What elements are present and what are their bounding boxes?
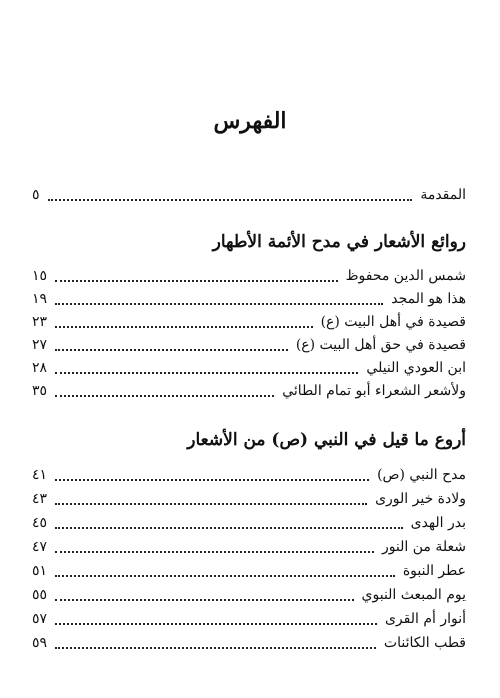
toc-entry	[32, 311, 466, 333]
dot-leader	[55, 302, 383, 305]
entry-label: بدر الهدى	[410, 515, 466, 531]
entry-page-number: ٥٧	[32, 611, 48, 627]
entry-label: يوم المبعث النبوي	[361, 587, 466, 603]
toc-entry	[32, 488, 466, 510]
page-title: الفهرس	[213, 108, 287, 134]
dot-leader	[55, 394, 274, 397]
entry-page-number: ٤٣	[32, 491, 48, 507]
entry-page-number: ٥٩	[32, 635, 48, 651]
toc-entry	[32, 334, 466, 356]
entry-label: شمس الدين محفوظ	[345, 268, 466, 284]
toc-entry	[32, 357, 466, 379]
dot-leader	[55, 478, 369, 481]
dot-leader	[55, 325, 313, 328]
entry-page-number: ٤٥	[32, 515, 48, 531]
dot-leader	[55, 279, 338, 282]
entry-label: ابن العودي النيلي	[366, 360, 466, 376]
dot-leader	[55, 526, 403, 529]
toc-entry	[32, 560, 466, 582]
entry-page-number: ٤١	[32, 467, 48, 483]
dot-leader	[55, 348, 288, 351]
toc-entry	[32, 584, 466, 606]
entry-label: عطر النبوة	[402, 563, 466, 579]
dot-leader	[55, 646, 376, 649]
entry-label: مدح النبي (ص)	[377, 467, 466, 483]
toc-entry	[32, 512, 466, 534]
toc-entry	[32, 380, 466, 402]
entry-page-number: ٢٨	[32, 360, 48, 376]
toc-entry	[32, 265, 466, 287]
dot-leader	[55, 574, 395, 577]
entry-label: ولأشعر الشعراء أبو تمام الطائي	[282, 383, 466, 399]
dot-leader	[55, 598, 353, 601]
entry-label: شعلة من النور	[381, 539, 466, 555]
entry-label: قصيدة في أهل البيت (ع)	[320, 314, 466, 330]
entry-page-number: ١٩	[32, 291, 48, 307]
entry-page-number: ٣٥	[32, 383, 48, 399]
toc-entry	[32, 464, 466, 486]
section-heading: روائع الأشعار في مدح الأئمة الأطهار	[212, 232, 466, 252]
entry-label: قصيدة في حق أهل البيت (ع)	[295, 337, 466, 353]
toc-entry	[32, 536, 466, 558]
entry-page-number: ٥	[32, 187, 40, 203]
entry-label: المقدمة	[420, 187, 466, 203]
entry-page-number: ٢٣	[32, 314, 48, 330]
dot-leader	[55, 371, 358, 374]
entry-page-number: ١٥	[32, 268, 48, 284]
entry-page-number: ٥٥	[32, 587, 48, 603]
entry-label: أنوار أم القرى	[384, 611, 466, 627]
toc-entry	[32, 288, 466, 310]
entry-page-number: ٥١	[32, 563, 48, 579]
dot-leader	[55, 550, 374, 553]
toc-entry	[32, 608, 466, 630]
dot-leader	[48, 198, 413, 201]
dot-leader	[55, 622, 377, 625]
entry-label: هذا هو المجد	[391, 291, 466, 307]
entry-label: قطب الكائنات	[383, 635, 466, 651]
entry-page-number: ٤٧	[32, 539, 48, 555]
toc-entry-intro	[32, 184, 466, 206]
dot-leader	[55, 502, 367, 505]
section-heading: أروع ما قيل في النبي (ص) من الأشعار	[187, 430, 466, 450]
entry-label: ولادة خير الورى	[375, 491, 466, 507]
toc-entry	[32, 632, 466, 654]
entry-page-number: ٢٧	[32, 337, 48, 353]
